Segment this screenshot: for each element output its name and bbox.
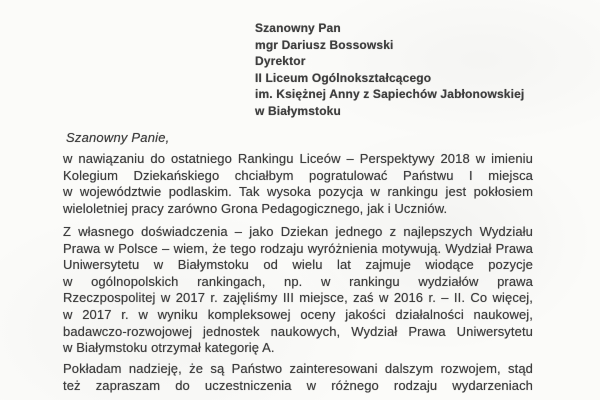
recipient-line: II Liceum Ogólnokształcącego bbox=[255, 70, 432, 85]
body-line: Uniwersytetu w Białymstoku od wielu lat zajmuje wiodące pozycje bbox=[63, 257, 533, 273]
paragraph-2 bbox=[63, 224, 533, 357]
paragraph-1 bbox=[63, 151, 533, 217]
body-line: Pokładam nadzieję, że są Państwo zainteresowani dalszym rozwojem, stąd bbox=[63, 361, 533, 376]
recipient-line: Szanowny Pan bbox=[255, 21, 341, 35]
recipient-line: im. Księżnej Anny z Sapiechów Jabłonowskiej bbox=[255, 87, 525, 102]
body-line: Rzeczpospolitej w 2017 r. zajęliśmy III miejsce, zaś w 2016 r. – II. Co więcej, bbox=[63, 290, 533, 306]
body-line: wieloletniej pracy zarówno Grona Pedagogicznego, jak i Uczniów. bbox=[63, 200, 448, 216]
recipient-line: mgr Dariusz Bossowski bbox=[255, 37, 394, 52]
recipient-block bbox=[255, 20, 524, 120]
body-line: w województwie podlaskim. Tak wysoka pozycja w rankingu jest pokłosiem bbox=[63, 184, 533, 200]
recipient-line: w Białymstoku bbox=[255, 103, 341, 118]
body-line: Kolegium Dziekańskiego chciałbym pogratulować Państwu I miejsca bbox=[63, 167, 533, 183]
body-line: też zapraszam do uczestniczenia w różnego rodzaju wydarzeniach bbox=[63, 377, 533, 393]
body-line: Prawa w Polsce – wiem, że tego rodzaju wyróżnienia motywują. Wydział Prawa bbox=[63, 240, 533, 256]
body-line: badawczo-rozwojowej jednostek naukowych, Wydział Prawa Uniwersytetu bbox=[63, 323, 533, 339]
body-line: Z własnego doświadczenia – jako Dziekan jednego z najlepszych Wydziału bbox=[63, 224, 533, 239]
salutation-text: Szanowny Panie, bbox=[66, 130, 170, 145]
body-line: w ogólnopolskich rankingach, np. w rankingu wydziałów prawa bbox=[63, 273, 533, 289]
body-line: w nawiązaniu do ostatniego Rankingu Liceów – Perspektywy 2018 w imieniu bbox=[63, 151, 533, 166]
recipient-line: Dyrektor bbox=[255, 54, 306, 69]
body-line: w Białymstoku otrzymał kategorię A. bbox=[63, 340, 275, 356]
paragraph-3 bbox=[63, 361, 533, 394]
body-line: w 2017 r. w wyniku kompleksowej oceny jakości działalności naukowej, bbox=[63, 306, 533, 322]
